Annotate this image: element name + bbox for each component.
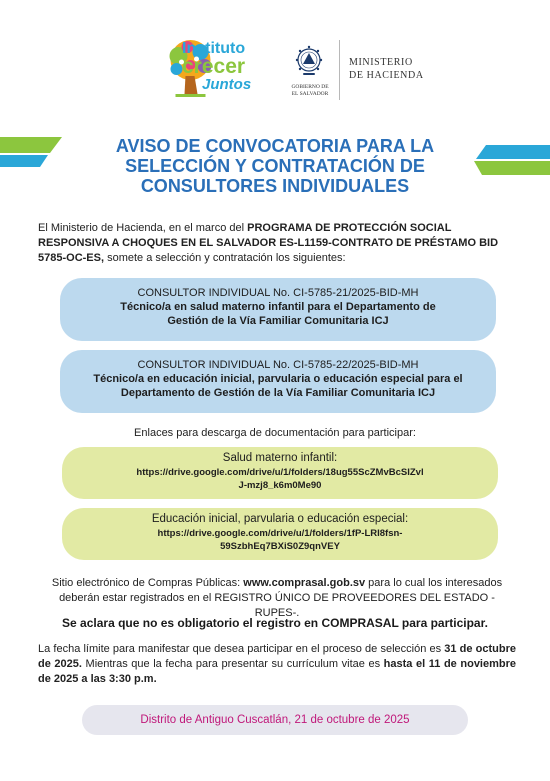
consultancy-code-1: CONSULTOR INDIVIDUAL No. CI-5785-21/2025-BID-MH — [137, 287, 419, 299]
place-date-badge: Distrito de Antiguo Cuscatlán, 21 de octubre de 2025 — [82, 705, 468, 735]
deadline-paragraph — [38, 642, 516, 687]
compras-site-link[interactable]: www.comprasal.gob.sv — [243, 577, 366, 589]
link-label-salud: Salud materno infantil: — [222, 452, 338, 464]
links-caption: Enlaces para descarga de documentación para participar: — [134, 427, 416, 439]
compras-post: para lo cual los interesados deberán estar registrados en el REGISTRO ÚNICO DE PROVEEDORES DEL ESTADO -RUPES-. — [59, 577, 503, 619]
deadline-date-1: 31 de octubre de 2025. — [38, 643, 516, 670]
program-name: PROGRAMA DE PROTECCIÓN SOCIAL RESPONSIVA A CHOQUES EN EL SALVADOR ES-L1159-CONTRATO DE PRÉSTAMO BID 5785-OC-ES, — [38, 222, 499, 264]
ministry-name — [349, 56, 424, 82]
crecer-logo-line2: crecer — [182, 55, 246, 78]
title-line2: SELECCIÓN Y CONTRATACIÓN DE — [125, 156, 425, 176]
title-line3: CONSULTORES INDIVIDUALES — [140, 176, 410, 196]
ministry-line2: DE HACIENDA — [349, 70, 424, 81]
crecer-logo-line3: Juntos — [202, 76, 252, 93]
intro-paragraph — [38, 221, 516, 266]
el-salvador-seal-icon — [292, 42, 326, 82]
link-url-educacion-line1[interactable]: https://drive.google.com/drive/u/1/folders/1fP-LRI8fsn- — [157, 528, 403, 539]
intro-pre: El Ministerio de Hacienda, en el marco del — [38, 222, 248, 234]
link-url-salud-line2[interactable]: J-mzj8_k6m0Me90 — [238, 480, 322, 491]
link-url-salud-line1[interactable]: https://drive.google.com/drive/u/1/folders/18ug55ScZMvBcSIZvl — [136, 467, 424, 478]
consultancy-description-1: Técnico/a en salud materno infantil para el Departamento de Gestión de la Vía Familiar Comunitaria ICJ — [120, 301, 436, 327]
link-card-educacion — [62, 508, 498, 560]
consultancy-description-2: Técnico/a en educación inicial, parvularia o educación especial para el Departamento de Gestión de la Vía Familiar Comunitaria ICJ — [93, 373, 463, 399]
ministry-line1: MINISTERIO — [349, 57, 413, 68]
deadline-mid: Mientras que la fecha para presentar su currículum vitae es — [81, 658, 384, 670]
seal-caption-line2: EL SALVADOR — [291, 90, 329, 97]
consultancy-card-2 — [60, 350, 496, 413]
consultancy-code-2: CONSULTOR INDIVIDUAL No. CI-5785-22/2025-BID-MH — [137, 359, 419, 371]
link-url-educacion-line2[interactable]: 59SzbhEq7BXiS0Z9qnVEY — [220, 541, 340, 552]
seal-caption-line1: GOBIERNO DE — [291, 84, 329, 90]
consultancy-card-1 — [60, 278, 496, 341]
crecer-logo-line1: Instituto — [182, 40, 246, 57]
header-divider — [339, 40, 340, 100]
government-seal-caption — [280, 84, 340, 97]
link-card-salud — [62, 447, 498, 499]
intro-post: somete a selección y contratación los siguientes: — [104, 252, 346, 264]
clarification-note: Se aclara que no es obligatorio el registro en COMPRASAL para participar. — [62, 616, 488, 630]
crecer-logo-text — [182, 41, 251, 92]
notice-title — [60, 136, 490, 196]
title-line1: AVISO DE CONVOCATORIA PARA LA — [115, 136, 435, 156]
deadline-pre: La fecha límite para manifestar que desea participar en el proceso de selección es — [38, 643, 445, 655]
link-label-educacion: Educación inicial, parvularia o educación especial: — [151, 513, 409, 525]
compras-paragraph — [38, 576, 516, 621]
compras-pre: Sitio electrónico de Compras Públicas: — [51, 577, 244, 589]
deadline-date-2: hasta el 11 de noviembre de 2025 a las 3:30 p.m. — [38, 658, 517, 685]
